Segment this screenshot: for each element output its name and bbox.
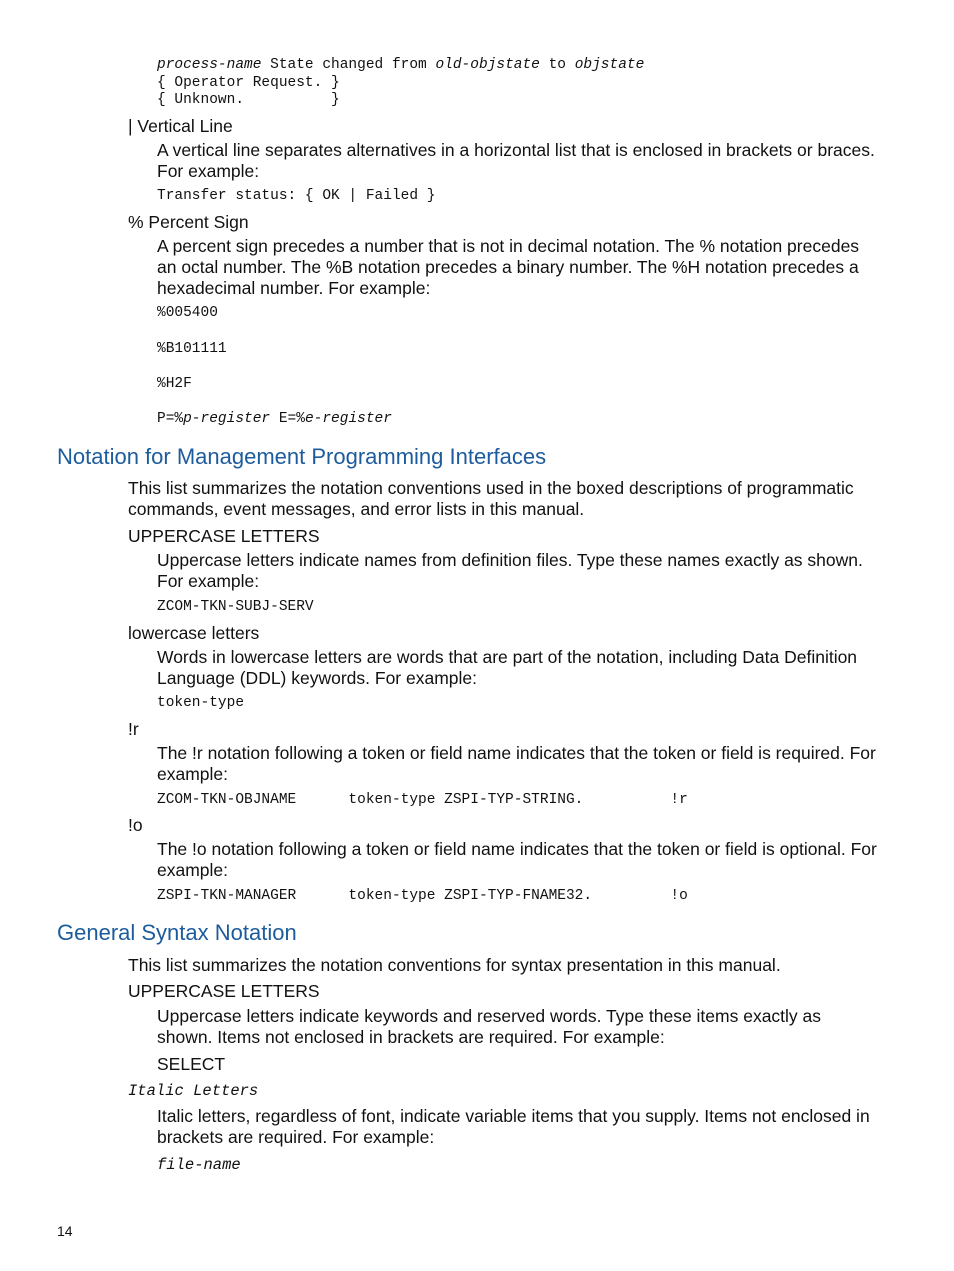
section2-intro: This list summarizes the notation conventions for syntax presentation in this manual. [128,955,781,975]
example-file-name: file-name [157,1156,241,1174]
example-optional: ZSPI-TKN-MANAGER token-type ZSPI-TYP-FNAME32. !o [157,888,688,904]
term-uppercase-letters-2: UPPERCASE LETTERS [128,981,320,1001]
example-required: ZCOM-TKN-OBJNAME token-type ZSPI-TYP-STRING. !r [157,792,688,808]
desc-italic-letters: Italic letters, regardless of font, indicate variable items that you supply. Items not enclosed in brackets are required. For example: [157,1106,870,1147]
term-vertical-line: | Vertical Line [128,116,233,136]
text-p-eq: P=% [157,411,184,427]
var-e-register: e-register [304,411,392,427]
var-objstate: objstate [574,57,645,73]
desc-vertical-line: A vertical line separates alternatives in a horizontal list that is enclosed in brackets or braces. For example: [157,140,875,181]
desc-percent-sign: A percent sign precedes a number that is not in decimal notation. The % notation precedes an octal number. The %B notation precedes a binary number. The %H notation precedes a hexadecimal number. For example: [157,236,860,298]
top-example-line-3: { Unknown. } [157,92,340,108]
desc-uppercase-letters-1: Uppercase letters indicate names from definition files. Type these names exactly as shown. For example: [157,550,863,591]
desc-required: The !r notation following a token or field name indicates that the token or field is required. For example: [157,743,876,784]
example-binary: %B101111 [157,341,227,357]
desc-lowercase-letters: Words in lowercase letters are words that are part of the notation, including Data Definition Language (DDL) keywords. For example: [157,647,858,688]
term-italic-letters: Italic Letters [128,1082,259,1100]
var-process-name: process-name [157,57,262,73]
var-p-register: p-register [183,411,271,427]
var-old-objstate: old-objstate [435,57,540,73]
text-state-changed: State changed from [261,57,436,73]
text-to: to [539,57,575,73]
top-example-line-2: { Operator Request. } [157,75,340,91]
term-lowercase-letters: lowercase letters [128,623,260,643]
term-required: !r [128,719,139,739]
example-lowercase: token-type [157,695,245,711]
example-select: SELECT [157,1054,226,1074]
desc-uppercase-letters-2: Uppercase letters indicate keywords and reserved words. Type these items exactly as shown. Items not enclosed in brackets are required. For example: [157,1006,822,1047]
top-example-line-1 [157,57,644,74]
page-number: 14 [57,1223,73,1239]
heading-management-programming-interfaces: Notation for Management Programming Interfaces [57,444,547,469]
example-uppercase-1: ZCOM-TKN-SUBJ-SERV [157,599,314,615]
example-registers [157,411,392,428]
text-e-eq: E=% [270,411,305,427]
example-vertical-line: Transfer status: { OK | Failed } [157,188,436,204]
term-optional: !o [128,815,143,835]
term-uppercase-letters-1: UPPERCASE LETTERS [128,526,320,546]
desc-optional: The !o notation following a token or field name indicates that the token or field is optional. For example: [157,839,877,880]
heading-general-syntax-notation: General Syntax Notation [57,920,297,945]
section1-intro: This list summarizes the notation conventions used in the boxed descriptions of programmatic commands, event messages, and error lists in this manual. [128,478,854,519]
term-percent-sign: % Percent Sign [128,212,249,232]
example-hex: %H2F [157,376,192,392]
example-octal: %005400 [157,305,218,321]
